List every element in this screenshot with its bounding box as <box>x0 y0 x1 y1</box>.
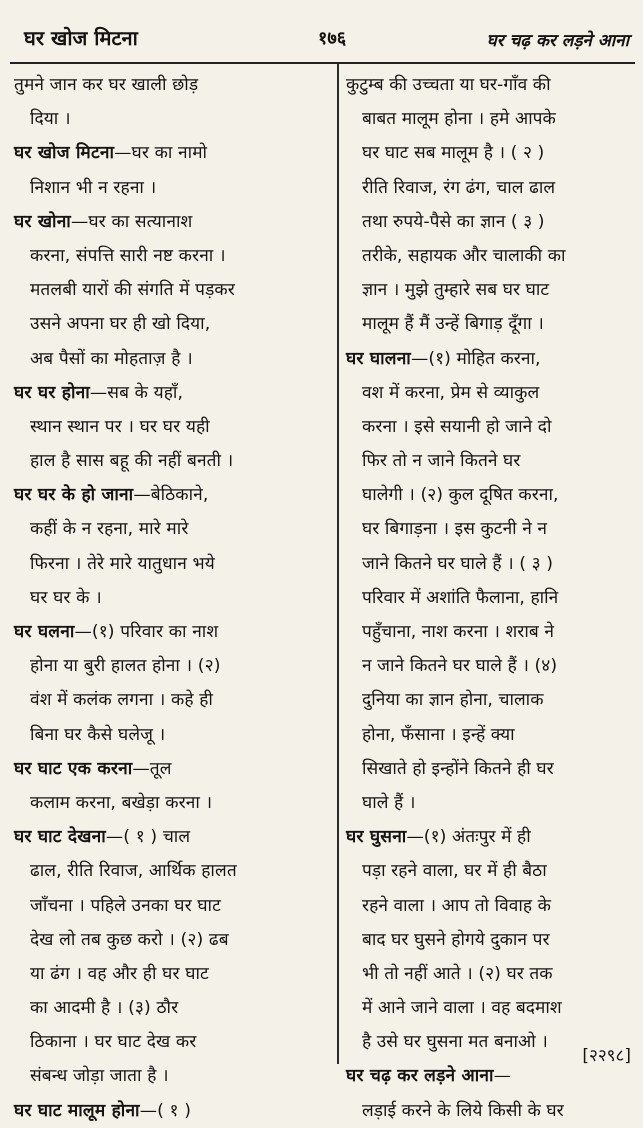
entry-text-line: संबन्ध जोड़ा जाता है । <box>30 1066 169 1087</box>
entry-text-line: रीति रिवाज, रंग ढंग, चाल ढाल <box>362 177 556 198</box>
entry-text-line: न जाने कितने घर घाले हैं । (४) <box>362 656 558 677</box>
entry-headword-line: घर घाट देखना—( १ ) चाल <box>14 827 191 848</box>
entry-headword-line: घर घाट मालूम होना—( १ ) <box>14 1100 192 1121</box>
entry-text-line: ज्ञान । मुझे तुम्हारे सब घर घाट <box>362 280 550 301</box>
entry-text-line: तथा रुपये-पैसे का ज्ञान ( ३ ) <box>362 211 545 232</box>
page-number: १७६ <box>318 28 347 49</box>
entry-headword-line: घर घालना—(१) मोहित करना, <box>346 348 541 369</box>
dictionary-entry <box>14 376 332 479</box>
entry-text-line: लड़ाई करने के लिये किसी के घर <box>362 1100 564 1121</box>
entry-text-line: पहुँचाना, नाश करना । शराब ने <box>362 622 554 642</box>
entry-text-line: मालूम हैं मैं उन्हें बिगाड़ दूँगा । <box>362 314 544 335</box>
entry-text-line: दिया । <box>30 109 71 130</box>
entry-text-line: सिखाते हो इन्होंने कितने ही घर <box>362 758 554 779</box>
entry-text-line: बिना घर कैसे घलेजू । <box>30 724 166 745</box>
entry-text-line: पड़ा रहने वाला, घर में ही बैठा <box>362 861 547 882</box>
dictionary-entry <box>14 1094 332 1128</box>
dictionary-entry <box>346 68 632 342</box>
headword: घर घर के हो जाना <box>14 485 134 506</box>
entry-text-line: घालेगी । (२) कुल दूषित करना, <box>362 485 559 506</box>
entry-text-line: घाले हैं । <box>362 792 416 813</box>
dictionary-entry <box>14 752 332 820</box>
entry-text-line: बाबत मालूम होना । हमे आपके <box>362 109 556 130</box>
entry-text-line: भी तो नहीं आते । (२) घर तक <box>362 963 553 984</box>
headword: घर घाट देखना <box>14 827 106 848</box>
entry-text-line: बाद घर घुसने होगये दुकान पर <box>362 929 550 950</box>
headword: घर खोना <box>14 211 71 232</box>
headword: घर घालना <box>346 348 411 369</box>
entry-text-line: जाने कितने घर घाले हैं । ( ३ ) <box>362 553 554 574</box>
entry-text-line: में आने जाने वाला । वह बदमाश <box>362 998 562 1019</box>
entry-text-line: कहीं के न रहना, मारे मारे <box>30 519 189 540</box>
entry-text-line: तुमने जान कर घर खाली छोड़ <box>14 75 199 95</box>
dictionary-entry <box>14 478 332 615</box>
entry-headword-line: घर घुसना—(१) अंतःपुर में ही <box>346 827 531 848</box>
entry-text-line: हाल है सास बहू की नहीं बनती । <box>30 451 234 472</box>
entry-text-line: वश में करना, प्रेम से व्याकुल <box>362 382 540 403</box>
entry-text-line: उसने अपना घर ही खो दिया, <box>30 314 211 335</box>
entry-text-line: निशान भी न रहना । <box>30 177 157 198</box>
dictionary-entry <box>14 820 332 1094</box>
entry-headword-line: घर चढ़ कर लड़ने आना— <box>346 1066 512 1087</box>
entry-text-line: परिवार में अशांति फैलाना, हानि <box>362 587 559 608</box>
entry-text-line: मतलबी यारों की संगति में पड़कर <box>30 280 235 301</box>
entry-text-line: करना, संपत्ति सारी नष्ट करना । <box>30 245 226 266</box>
entry-text-line: देख लो तब कुछ करो । (२) ढब <box>30 929 229 950</box>
entry-headword-line: घर घर के हो जाना—बेठिकाने, <box>14 485 209 506</box>
entry-text-line: होना, फँसाना । इन्हें क्या <box>362 724 515 745</box>
entry-text-line: या ढंग । वह और ही घर घाट <box>30 963 209 984</box>
headword: घर चढ़ कर लड़ने आना <box>346 1066 494 1087</box>
headword: घर घर होना <box>14 382 90 403</box>
entry-headword-line: घर खोना—घर का सत्यानाश <box>14 211 193 232</box>
dictionary-entry <box>346 342 632 821</box>
entry-text-line: ढाल, रीति रिवाज, आर्थिक हालत <box>30 861 237 882</box>
dictionary-entry <box>14 205 332 376</box>
page-header <box>0 18 643 58</box>
headword: घर खोज मिटना <box>14 143 115 164</box>
entry-headword-line: घर घाट एक करना—तूल <box>14 758 172 779</box>
dictionary-entry <box>14 136 332 204</box>
entry-text-line: का आदमी है । (३) ठौर <box>30 998 179 1019</box>
entry-text-line: स्थान स्थान पर । घर घर यही <box>30 416 210 437</box>
dictionary-entry <box>346 1059 632 1127</box>
entry-text-line: दुनिया का ज्ञान होना, चालाक <box>362 690 544 711</box>
left-column <box>14 68 332 1121</box>
entry-text-line: रहने वाला । आप तो विवाह के <box>362 895 551 916</box>
entry-text-line: अब पैसों का मोहताज़ है । <box>30 348 193 369</box>
entry-headword-line: घर घर होना—सब के यहाँ, <box>14 382 184 403</box>
entry-text-line: तरीके, सहायक और चालाकी का <box>362 245 566 266</box>
entry-headword-line: घर घलना—(१) परिवार का नाश <box>14 622 219 642</box>
header-left-catchword: घर खोज मिटना <box>24 26 138 50</box>
dictionary-entry <box>14 615 332 752</box>
entry-text-line: घर बिगाड़ना । इस कुटनी ने न <box>362 519 548 540</box>
entry-text-line: फिर तो न जाने कितने घर <box>362 451 521 472</box>
entry-text-line: होना या बुरी हालत होना । (२) <box>30 656 221 677</box>
headword: घर घाट मालूम होना <box>14 1100 140 1121</box>
signature-mark: [२२९८] <box>582 1046 631 1066</box>
entry-headword-line: घर खोज मिटना—घर का नामो <box>14 143 208 164</box>
entry-text-line: कुटुम्ब की उच्चता या घर-गाँव की <box>346 75 551 95</box>
column-divider <box>337 64 339 1064</box>
dictionary-entry <box>14 68 332 136</box>
headword: घर घाट एक करना <box>14 758 133 779</box>
entry-text-line: वंश में कलंक लगना । कहे ही <box>30 690 213 711</box>
entry-text-line: ठिकाना । घर घाट देख कर <box>30 1032 197 1053</box>
entry-text-line: घर घर के । <box>30 587 102 608</box>
header-right-catchword: घर चढ़ कर लड़ने आना <box>486 31 629 51</box>
entry-text-line: है उसे घर घुसना मत बनाओ । <box>362 1032 548 1053</box>
entry-text-line: कलाम करना, बखेड़ा करना । <box>30 792 213 813</box>
entry-text-line: करना । इसे सयानी हो जाने दो <box>362 416 552 437</box>
header-rule <box>10 62 635 64</box>
headword: घर घुसना <box>346 827 407 848</box>
entry-text-line: फिरना । तेरे मारे यातुधान भये <box>30 553 215 574</box>
headword: घर घलना <box>14 622 75 642</box>
entry-text-line: घर घाट सब मालूम है । ( २ ) <box>362 143 545 164</box>
entry-text-line: जाँचना । पहिले उनका घर घाट <box>30 895 221 916</box>
dictionary-entry <box>346 820 632 1059</box>
